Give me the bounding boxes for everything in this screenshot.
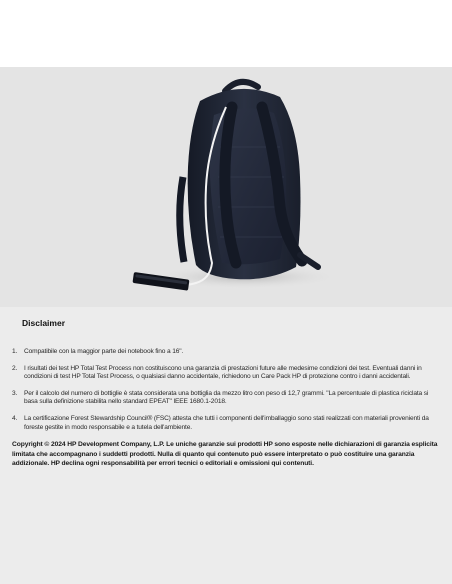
left-side-strap bbox=[180, 177, 184, 262]
note-number: 2. bbox=[12, 364, 18, 372]
copyright-notice: Copyright © 2024 HP Development Company, L.P. Le uniche garanzie sui prodotti HP sono esposte nelle dichiarazioni di garanzia esplicita limitata che accompagnano i suddetti prodotti. Nulla di quanto qui contenuto può essere interpretato o può costituire una garanzia addizionale. HP declina ogni responsabilità per errori tecnici o editoriali e omissioni qui contenuti. bbox=[12, 441, 438, 468]
disclaimer-note bbox=[12, 415, 438, 432]
note-number: 1. bbox=[12, 348, 18, 355]
disclaimer-notes bbox=[12, 348, 438, 432]
note-number: 3. bbox=[12, 389, 18, 397]
note-number: 4. bbox=[12, 414, 18, 422]
disclaimer-note bbox=[12, 348, 438, 357]
disclaimer-section bbox=[0, 307, 452, 584]
backpack-product-image bbox=[0, 67, 452, 307]
disclaimer-note bbox=[12, 365, 438, 382]
product-image-area bbox=[0, 67, 452, 307]
note-text: Per il calcolo del numero di bottiglie è stata considerata una bottiglia da mezzo litro con peso di 12,7 grammi. "La percentuale di plastica riciclata si basa sulla definizione stabilita nello standard EPEAT" IEEE 1680.1-2018. bbox=[24, 389, 429, 406]
disclaimer-note bbox=[12, 390, 438, 407]
note-text: La certificazione Forest Stewardship Council® (FSC) attesta che tutti i componenti dell'imballaggio sono stati realizzati con materiali provenienti da foreste gestite in modo responsabile e a tutela dell'ambiente. bbox=[24, 414, 429, 431]
note-text: I risultati dei test HP Total Test Process non costituiscono una garanzia di prestazioni future alle medesime condizioni dei test. Eventuali danni in condizioni di test HP Total Test Process, o qualsiasi danno accidentale, richiedono un Care Pack HP di protezione contro i danni accidentali. bbox=[24, 364, 422, 381]
disclaimer-title: Disclaimer bbox=[22, 318, 65, 328]
note-text: Compatibile con la maggior parte dei notebook fino a 16". bbox=[24, 348, 184, 355]
